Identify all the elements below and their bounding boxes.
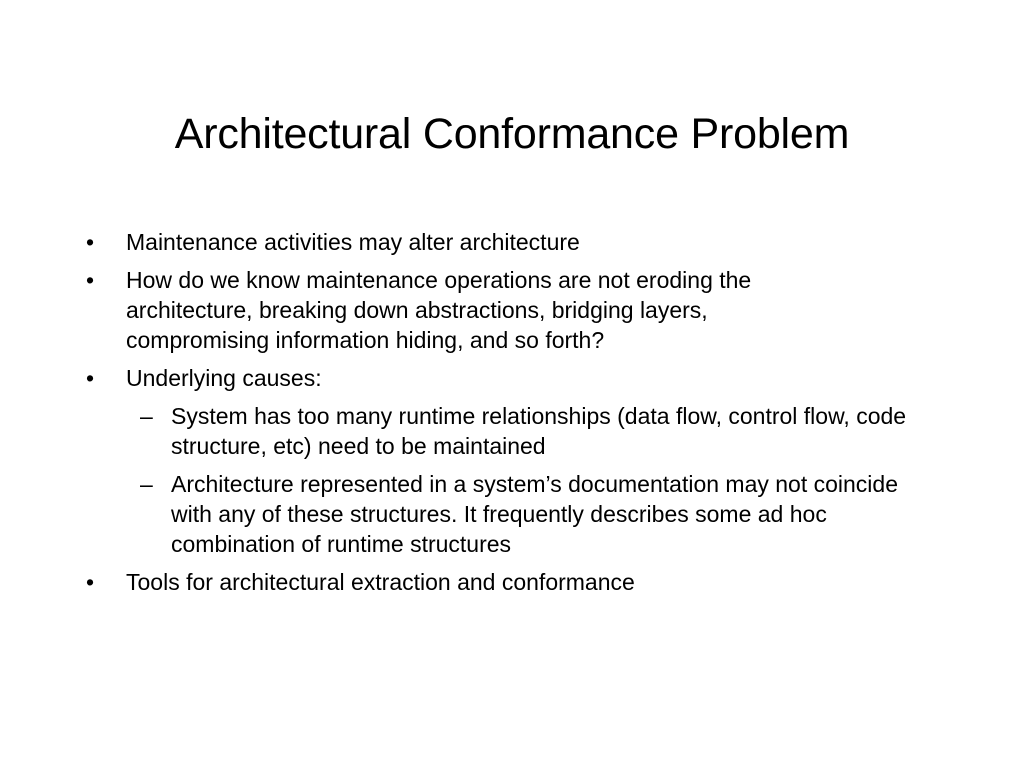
- bullet-list: [0, 227, 1024, 605]
- sub-bullet-marker: –: [140, 403, 153, 429]
- bullet-text: Tools for architectural extraction and conformance: [126, 569, 635, 595]
- bullet-item: [0, 265, 846, 355]
- slide-title: Architectural Conformance Problem: [174, 110, 850, 158]
- bullet-text: How do we know maintenance operations are not eroding the architecture, breaking down abstractions, bridging layers, compromising information hiding, and so forth?: [126, 267, 752, 353]
- bullet-marker: •: [86, 365, 95, 391]
- sub-bullet-item: [0, 401, 941, 461]
- bullet-text: Underlying causes:: [126, 365, 322, 391]
- bullet-item: [0, 363, 846, 393]
- sub-bullet-text: Architecture represented in a system’s documentation may not coincide with any of these structures. It frequently describes some ad hoc combination of runtime structures: [171, 471, 899, 557]
- sub-bullet-text: System has too many runtime relationships (data flow, control flow, code structure, etc) need to be maintained: [171, 403, 907, 459]
- sub-bullet-item: [0, 469, 941, 559]
- bullet-marker: •: [86, 267, 95, 293]
- bullet-text: Maintenance activities may alter architecture: [126, 229, 580, 255]
- bullet-marker: •: [86, 229, 95, 255]
- sub-bullet-marker: –: [140, 471, 153, 497]
- bullet-item: [0, 227, 846, 257]
- bullet-marker: •: [86, 569, 95, 595]
- bullet-item: [0, 567, 846, 597]
